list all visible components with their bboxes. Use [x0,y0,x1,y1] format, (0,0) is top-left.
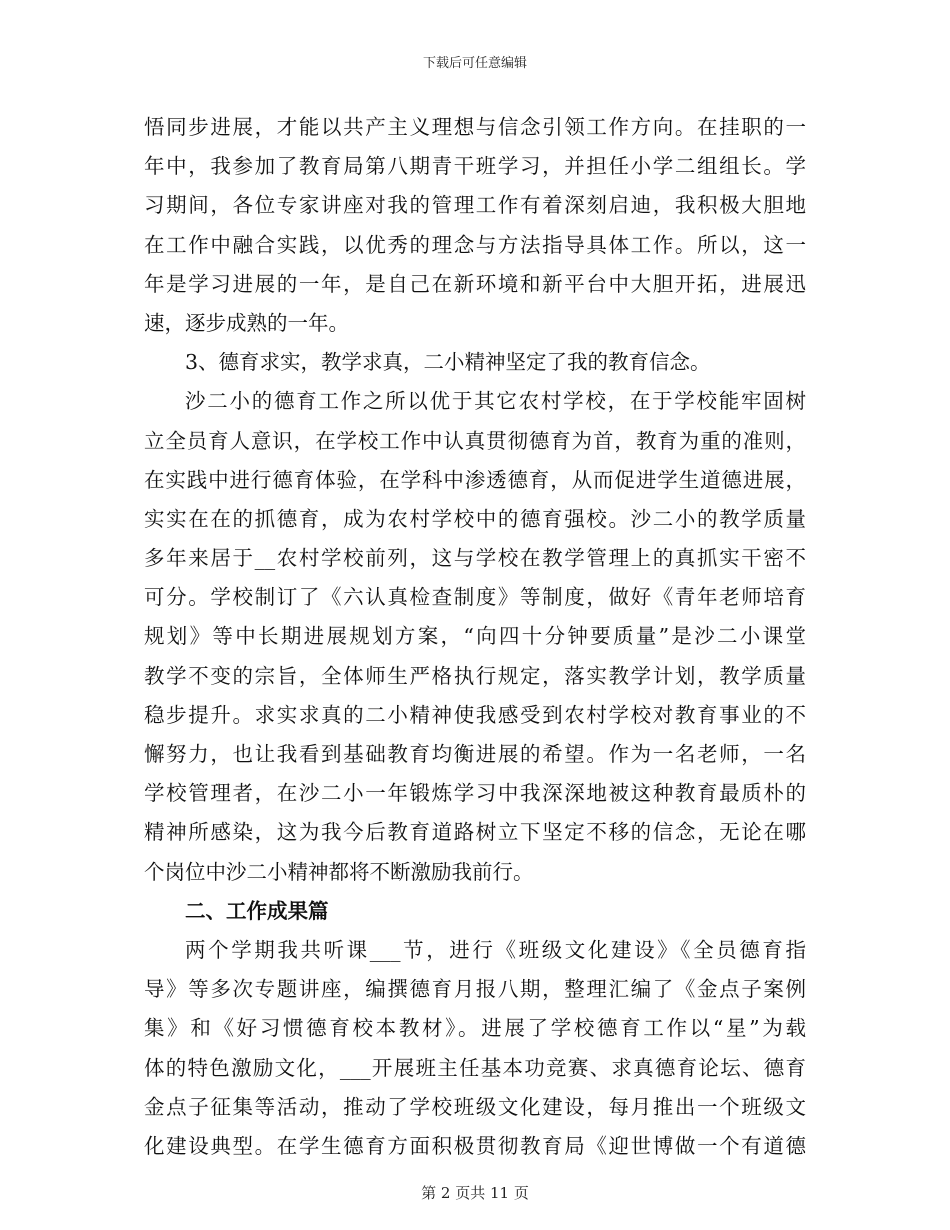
text-line: 多年来居于__农村学校前列，这与学校在教学管理上的真抓实干密不 [144,546,806,571]
text-line: 年中，我参加了教育局第八期青干班学习，并担任小学二组组长。学 [144,154,806,179]
text-line: 习期间，各位专家讲座对我的管理工作有着深刻启迪，我积极大胆地 [144,193,806,218]
text-line: 金点子征集等活动，推动了学校班级文化建设，每月推出一个班级文 [144,1094,806,1119]
page-footer: 第 2 页共 11 页 [421,1184,529,1202]
text-line: 稳步提升。求实求真的二小精神使我感受到农村学校对教育事业的不 [144,702,806,727]
text-line: 集》和《好习惯德育校本教材》。进展了学校德育工作以“星”为载 [144,1016,806,1041]
text-line: 体的特色激励文化，___开展班主任基本功竞赛、求真德育论坛、德育 [144,1055,806,1080]
text-line: 化建设典型。在学生德育方面积极贯彻教育局《迎世博做一个有道德 [144,1133,806,1158]
text-line: 教学不变的宗旨，全体师生严格执行规定，落实教学计划，教学质量 [144,663,806,688]
text-line: 个岗位中沙二小精神都将不断激励我前行。 [144,859,534,884]
text-line: 立全员育人意识，在学校工作中认真贯彻德育为首，教育为重的准则， [144,428,806,453]
text-line: 在工作中融合实践，以优秀的理念与方法指导具体工作。所以，这一 [144,232,806,257]
text-line: 导》等多次专题讲座，编撰德育月报八期，整理汇编了《金点子案例 [144,977,806,1002]
text-line: 沙二小的德育工作之所以优于其它农村学校，在于学校能牢固树 [185,389,806,414]
text-line: 在实践中进行德育体验，在学科中渗透德育，从而促进学生道德进展， [144,467,806,492]
text-line: 精神所感染，这为我今后教育道路树立下坚定不移的信念，无论在哪 [144,820,806,845]
text-line: 懈努力，也让我看到基础教育均衡进展的希望。作为一名老师，一名 [144,742,806,766]
text-line: 可分。学校制订了《六认真检查制度》等制度，做好《青年老师培育 [144,585,806,610]
text-line: 悟同步进展，才能以共产主义理想与信念引领工作方向。在挂职的一 [144,115,806,139]
text-line: 规划》等中长期进展规划方案，“向四十分钟要质量”是沙二小课堂 [144,624,806,649]
text-line: 速，逐步成熟的一年。 [144,310,349,335]
text-line: 两个学期我共听课___节，进行《班级文化建设》《全员德育指 [185,937,806,962]
text-line: 实实在在的抓德育，成为农村学校中的德育强校。沙二小的教学质量 [144,506,806,531]
text-line: 学校管理者，在沙二小一年锻炼学习中我深深地被这种教育最质朴的 [144,781,806,806]
text-line: 3、德育求实，教学求真，二小精神坚定了我的教育信念。 [185,350,711,375]
section-heading: 二、工作成果篇 [185,898,329,923]
text-line: 年是学习进展的一年，是自己在新环境和新平台中大胆开拓，进展迅 [144,271,806,296]
document-body [144,108,806,1166]
page-header: 下载后可任意编辑 [422,56,527,71]
